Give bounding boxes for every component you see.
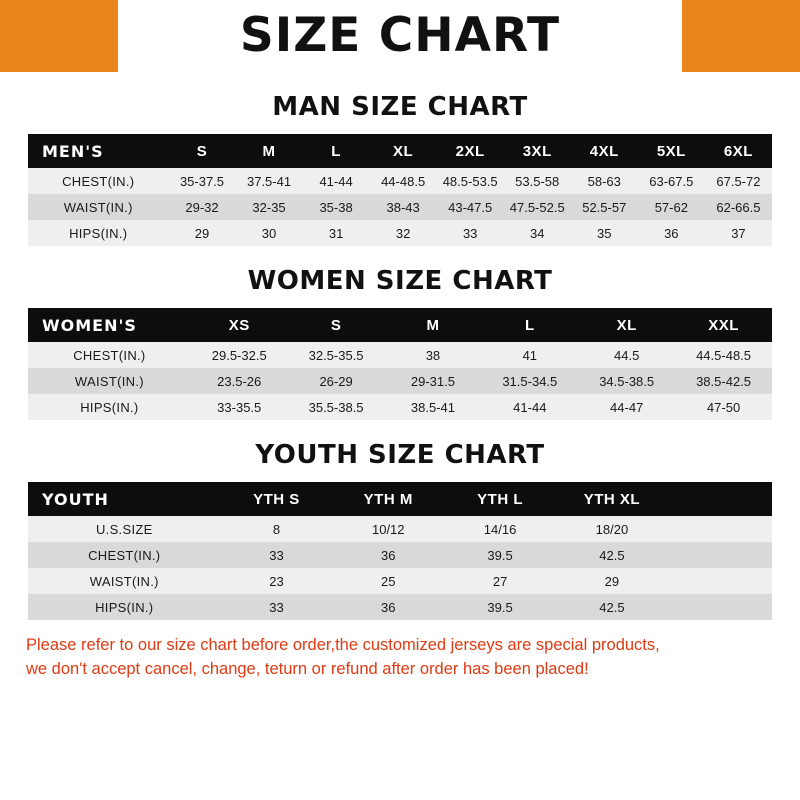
section-title-youth: YOUTH SIZE CHART [255,440,545,470]
table-row [28,394,772,420]
youth-col-0: YTH S [221,482,333,516]
women-cell-0-4: 44.5 [578,342,675,368]
men-cell-1-4: 43-47.5 [437,194,504,220]
section-women [28,266,772,420]
youth-cell-2-0: 23 [221,568,333,594]
youth-cell-2-3: 29 [556,568,668,594]
section-men [28,92,772,246]
section-title-men: MAN SIZE CHART [272,92,528,122]
youth-cell-0-1: 10/12 [332,516,444,542]
table-row [28,368,772,394]
women-cell-0-0: 29.5-32.5 [191,342,288,368]
women-table-head [28,308,772,342]
youth-table-head [28,482,772,516]
men-cell-0-0: 35-37.5 [168,168,235,194]
men-row-label-2: HIPS(IN.) [28,220,168,246]
table-row [28,220,772,246]
men-cell-0-5: 53.5-58 [504,168,571,194]
youth-cell-1-2: 39.5 [444,542,556,568]
women-size-table [28,308,772,420]
women-cell-0-3: 41 [481,342,578,368]
youth-cell-1-0: 33 [221,542,333,568]
men-row-label-1: WAIST(IN.) [28,194,168,220]
women-col-0: XS [191,308,288,342]
youth-col-2: YTH L [444,482,556,516]
chart-content [0,92,800,620]
youth-cell-3-0: 33 [221,594,333,620]
table-row [28,542,772,568]
youth-row-label-2: WAIST(IN.) [28,568,221,594]
footer-note [0,634,800,682]
women-row-label-2: HIPS(IN.) [28,394,191,420]
table-row [28,194,772,220]
youth-size-table [28,482,772,620]
men-cell-1-8: 62-66.5 [705,194,772,220]
youth-col-1: YTH M [332,482,444,516]
women-col-2: M [385,308,482,342]
men-cell-0-3: 44-48.5 [370,168,437,194]
women-col-4: XL [578,308,675,342]
men-col-0: S [168,134,235,168]
footer-note-line-2: we don't accept cancel, change, teturn or refund after order has been placed! [26,659,589,678]
women-row-label-1: WAIST(IN.) [28,368,191,394]
youth-row-label-3: HIPS(IN.) [28,594,221,620]
youth-cell-0-3: 18/20 [556,516,668,542]
youth-cell-3-1: 36 [332,594,444,620]
men-col-4: 2XL [437,134,504,168]
men-cell-1-0: 29-32 [168,194,235,220]
table-header-row [28,134,772,168]
men-table-head [28,134,772,168]
youth-row-label-1: CHEST(IN.) [28,542,221,568]
women-table-body [28,342,772,420]
men-cell-1-1: 32-35 [236,194,303,220]
section-title-women: WOMEN SIZE CHART [247,266,553,296]
women-cell-1-5: 38.5-42.5 [675,368,772,394]
women-cell-2-3: 41-44 [481,394,578,420]
table-row [28,568,772,594]
women-cell-2-4: 44-47 [578,394,675,420]
youth-cell-1-spacer [668,542,772,568]
men-cell-0-1: 37.5-41 [236,168,303,194]
men-corner-label: MEN'S [28,134,168,168]
youth-col-spacer [668,482,772,516]
table-row [28,168,772,194]
women-col-3: L [481,308,578,342]
men-col-8: 6XL [705,134,772,168]
men-cell-1-5: 47.5-52.5 [504,194,571,220]
men-cell-2-1: 30 [236,220,303,246]
men-cell-2-0: 29 [168,220,235,246]
youth-cell-0-spacer [668,516,772,542]
men-cell-2-8: 37 [705,220,772,246]
women-cell-1-1: 26-29 [288,368,385,394]
women-col-5: XXL [675,308,772,342]
men-cell-2-3: 32 [370,220,437,246]
youth-cell-2-1: 25 [332,568,444,594]
men-cell-1-6: 52.5-57 [571,194,638,220]
men-cell-2-6: 35 [571,220,638,246]
men-col-1: M [236,134,303,168]
men-row-label-0: CHEST(IN.) [28,168,168,194]
men-col-3: XL [370,134,437,168]
women-corner-label: WOMEN'S [28,308,191,342]
youth-cell-0-2: 14/16 [444,516,556,542]
men-cell-0-6: 58-63 [571,168,638,194]
table-row [28,594,772,620]
men-size-table [28,134,772,246]
women-cell-1-0: 23.5-26 [191,368,288,394]
men-cell-0-8: 67.5-72 [705,168,772,194]
youth-row-label-0: U.S.SIZE [28,516,221,542]
men-cell-2-5: 34 [504,220,571,246]
men-cell-0-2: 41-44 [303,168,370,194]
women-row-label-0: CHEST(IN.) [28,342,191,368]
footer-note-line-1: Please refer to our size chart before order,the customized jerseys are special products, [26,636,660,654]
youth-cell-1-1: 36 [332,542,444,568]
header-band [0,0,800,72]
table-header-row [28,308,772,342]
section-youth [28,440,772,620]
men-cell-0-4: 48.5-53.5 [437,168,504,194]
men-col-5: 3XL [504,134,571,168]
women-cell-2-2: 38.5-41 [385,394,482,420]
men-cell-1-2: 35-38 [303,194,370,220]
youth-cell-1-3: 42.5 [556,542,668,568]
women-cell-2-5: 47-50 [675,394,772,420]
women-cell-2-1: 35.5-38.5 [288,394,385,420]
table-row [28,516,772,542]
women-cell-0-2: 38 [385,342,482,368]
men-col-7: 5XL [638,134,705,168]
women-cell-0-5: 44.5-48.5 [675,342,772,368]
men-cell-2-4: 33 [437,220,504,246]
youth-cell-2-spacer [668,568,772,594]
youth-corner-label: YOUTH [28,482,221,516]
youth-cell-3-2: 39.5 [444,594,556,620]
youth-col-3: YTH XL [556,482,668,516]
women-cell-2-0: 33-35.5 [191,394,288,420]
youth-cell-3-3: 42.5 [556,594,668,620]
men-cell-1-3: 38-43 [370,194,437,220]
table-row [28,342,772,368]
table-header-row [28,482,772,516]
youth-cell-2-2: 27 [444,568,556,594]
women-cell-1-4: 34.5-38.5 [578,368,675,394]
women-cell-1-3: 31.5-34.5 [481,368,578,394]
youth-cell-3-spacer [668,594,772,620]
men-table-body [28,168,772,246]
women-col-1: S [288,308,385,342]
men-col-2: L [303,134,370,168]
men-cell-1-7: 57-62 [638,194,705,220]
men-col-6: 4XL [571,134,638,168]
youth-table-body [28,516,772,620]
page-title: SIZE CHART [239,7,561,63]
men-cell-2-7: 36 [638,220,705,246]
men-cell-2-2: 31 [303,220,370,246]
men-cell-0-7: 63-67.5 [638,168,705,194]
women-cell-0-1: 32.5-35.5 [288,342,385,368]
youth-cell-0-0: 8 [221,516,333,542]
women-cell-1-2: 29-31.5 [385,368,482,394]
